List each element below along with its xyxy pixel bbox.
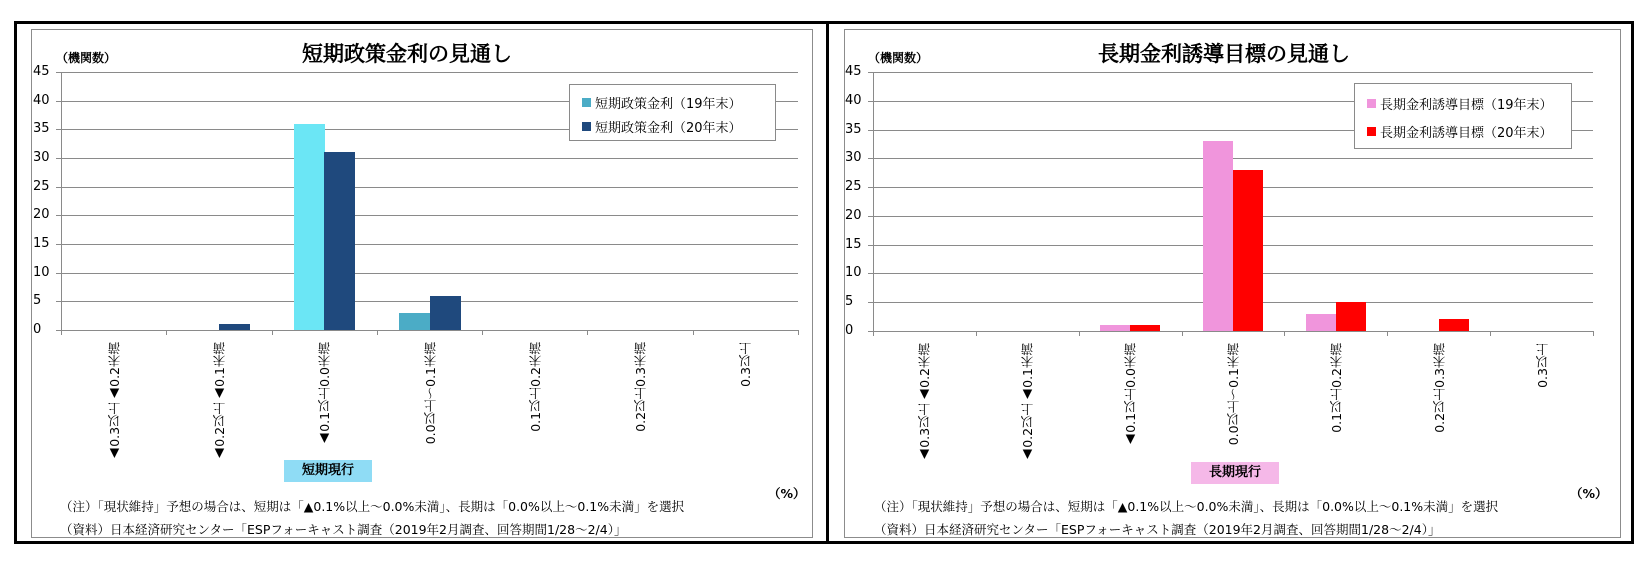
y-tick-label: 5 [33, 293, 42, 308]
legend-swatch-icon [1367, 99, 1376, 108]
y-tick-label: 30 [845, 150, 862, 165]
x-tick-mark [61, 330, 62, 335]
x-category-label: ▲0.2以上▲0.1未満 [212, 342, 227, 462]
y-tick-label: 35 [845, 122, 862, 137]
y-tick-label: 45 [845, 64, 862, 79]
x-category-label: 0.3以上 [738, 342, 753, 387]
gridline [873, 158, 1593, 159]
legend-label: 短期政策金利（20年末） [595, 121, 742, 136]
x-tick-mark [587, 330, 588, 335]
bar [1233, 170, 1263, 331]
gridline [61, 158, 798, 159]
x-category-label: 0.1以上0.2未満 [528, 342, 543, 432]
x-tick-mark [482, 330, 483, 335]
chart-legend [1354, 83, 1572, 149]
x-tick-mark [166, 330, 167, 335]
legend-item-19 [1367, 94, 1553, 113]
y-tick-label: 45 [33, 64, 50, 79]
y-tick-label: 30 [33, 150, 50, 165]
bar [294, 124, 325, 330]
source-note: （資料）日本経済研究センター「ESPフォーキャスト調査（2019年2月調査、回答期間1/28～2/4）」 [60, 522, 627, 537]
bar [1203, 141, 1233, 331]
x-axis-unit-label: （%） [1570, 486, 1608, 501]
x-category-label: 0.0以上～0.1未満 [423, 342, 438, 445]
footnote: （注）「現状維持」予想の場合は、短期は「▲0.1%以上～0.0%未満」、長期は「0.0%以上～0.1%未満」を選択 [60, 499, 685, 514]
x-category-label: 0.2以上0.3未満 [633, 342, 648, 432]
x-tick-mark [976, 331, 977, 336]
y-tick-label: 25 [33, 179, 50, 194]
gridline [873, 331, 1593, 332]
y-tick-label: 25 [845, 179, 862, 194]
legend-item-20 [582, 117, 742, 136]
legend-item-20 [1367, 122, 1553, 141]
bar [1336, 302, 1366, 331]
legend-item-19 [582, 93, 742, 112]
x-category-label: 0.0以上～0.1未満 [1226, 343, 1241, 446]
bar [1100, 325, 1130, 331]
y-tick-label: 15 [33, 236, 50, 251]
y-axis-unit-label: （機関数） [56, 51, 117, 65]
footnote: （注）「現状維持」予想の場合は、短期は「▲0.1%以上～0.0%未満」、長期は「0.0%以上～0.1%未満」を選択 [874, 499, 1499, 514]
legend-swatch-icon [1367, 127, 1376, 136]
y-tick-label: 0 [33, 322, 42, 337]
x-category-label: ▲0.3以上▲0.2未満 [917, 343, 932, 463]
y-tick-label: 15 [845, 237, 862, 252]
y-tick-label: 20 [33, 207, 50, 222]
bar [324, 152, 355, 330]
current-policy-tag: 短期現行 [284, 460, 372, 482]
legend-label: 長期金利誘導目標（19年末） [1380, 98, 1553, 113]
gridline [873, 72, 1593, 73]
x-category-label: ▲0.3以上▲0.2未満 [107, 342, 122, 462]
x-category-label: ▲0.2以上▲0.1未満 [1020, 343, 1035, 463]
chart-legend [569, 84, 776, 141]
x-axis-unit-label: （%） [768, 486, 806, 501]
x-tick-mark [1182, 331, 1183, 336]
gridline [61, 273, 798, 274]
source-note: （資料）日本経済研究センター「ESPフォーキャスト調査（2019年2月調査、回答期間1/28～2/4）」 [874, 522, 1441, 537]
x-category-label: 0.3以上 [1535, 343, 1550, 388]
gridline [61, 72, 798, 73]
legend-swatch-icon [582, 98, 591, 107]
y-tick-label: 40 [33, 93, 50, 108]
x-tick-mark [798, 330, 799, 335]
panel-divider [826, 21, 829, 544]
bar [430, 296, 461, 330]
legend-swatch-icon [582, 122, 591, 131]
y-axis-line [61, 72, 62, 330]
x-category-label: ▲0.1以上0.0未満 [317, 342, 332, 447]
y-tick-label: 5 [845, 294, 854, 309]
chart-title: 長期金利誘導目標の見通し [1098, 42, 1350, 66]
y-tick-label: 10 [33, 265, 50, 280]
gridline [61, 244, 798, 245]
x-category-label: ▲0.1以上0.0未満 [1123, 343, 1138, 448]
x-category-label: 0.1以上0.2未満 [1329, 343, 1344, 433]
y-tick-label: 10 [845, 265, 862, 280]
bar [1130, 325, 1160, 331]
y-tick-label: 35 [33, 121, 50, 136]
gridline [61, 187, 798, 188]
bar [399, 313, 430, 330]
gridline [61, 330, 798, 331]
y-tick-label: 40 [845, 93, 862, 108]
x-tick-mark [377, 330, 378, 335]
gridline [61, 215, 798, 216]
x-tick-mark [1490, 331, 1491, 336]
y-axis-line [873, 72, 874, 331]
x-tick-mark [1387, 331, 1388, 336]
current-policy-tag: 長期現行 [1191, 462, 1279, 484]
x-tick-mark [272, 330, 273, 335]
chart-title: 短期政策金利の見通し [302, 42, 512, 66]
y-tick-label: 20 [845, 208, 862, 223]
x-category-label: 0.2以上0.3未満 [1432, 343, 1447, 433]
x-tick-mark [1079, 331, 1080, 336]
x-tick-mark [873, 331, 874, 336]
x-tick-mark [693, 330, 694, 335]
legend-label: 長期金利誘導目標（20年末） [1380, 126, 1553, 141]
legend-label: 短期政策金利（19年末） [595, 97, 742, 112]
bar [1306, 314, 1336, 331]
y-axis-unit-label: （機関数） [868, 51, 929, 65]
x-tick-mark [1284, 331, 1285, 336]
y-tick-label: 0 [845, 323, 854, 338]
x-tick-mark [1593, 331, 1594, 336]
bar [219, 324, 250, 330]
bar [1439, 319, 1469, 331]
